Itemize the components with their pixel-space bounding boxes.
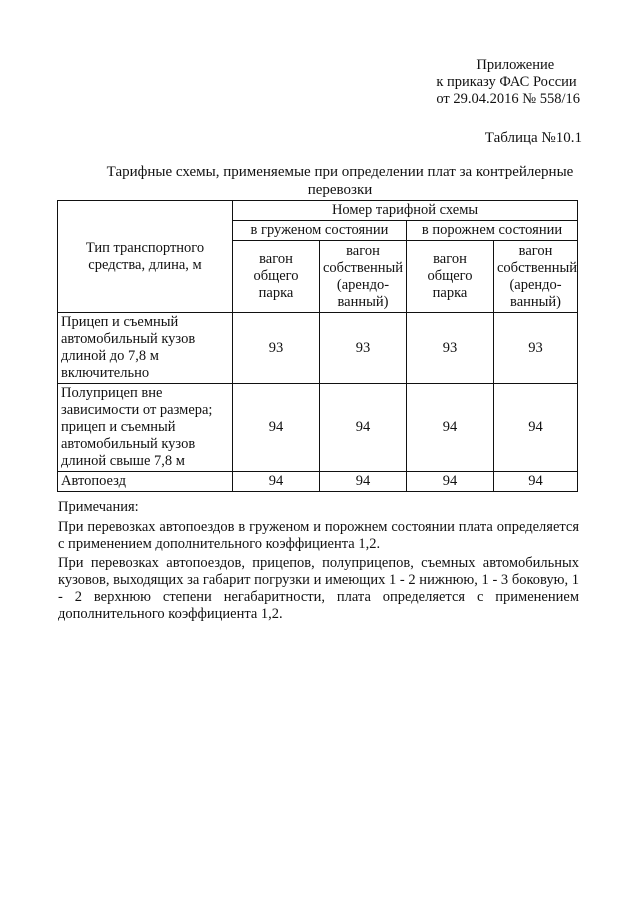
table-title: Тарифные схемы, применяемые при определении плат за контрейлерные перевозки xyxy=(106,164,574,198)
row-label: Полуприцеп вне зависимости от размера; прицеп и съемный автомобильный кузов длиной свыше 7,8 м xyxy=(58,384,233,472)
cell-value: 93 xyxy=(494,313,578,384)
cell-value: 93 xyxy=(320,313,407,384)
header-date: от 29.04.2016 № 558/16 xyxy=(436,91,580,107)
cell-value: 93 xyxy=(233,313,320,384)
table-row xyxy=(58,313,578,384)
cell-value: 94 xyxy=(320,472,407,492)
header-common-wagon: вагон общего парка xyxy=(233,241,320,313)
note-paragraph: При перевозках автопоездов, прицепов, полуприцепов, съемных автомобильных кузовов, выходящих за габарит погрузки и имеющих 1 - 2 нижнюю, 1 - 3 боковую, 1 - 2 верхнюю степени негабаритности, плата определяется с применением дополнительного коэффициента 1,2. xyxy=(58,555,579,622)
header-order: к приказу ФАС России xyxy=(436,74,577,90)
cell-value: 94 xyxy=(407,384,494,472)
header-tariff-scheme: Номер тарифной схемы xyxy=(233,201,578,221)
header-loaded: в груженом состоянии xyxy=(233,221,407,241)
cell-value: 93 xyxy=(407,313,494,384)
document-header xyxy=(436,57,580,108)
cell-value: 94 xyxy=(494,384,578,472)
note-paragraph: При перевозках автопоездов в груженом и порожнем состоянии плата определяется с применением дополнительного коэффициента 1,2. xyxy=(58,519,579,552)
header-common-wagon: вагон общего парка xyxy=(407,241,494,313)
header-empty: в порожнем состоянии xyxy=(407,221,578,241)
header-vehicle-type: Тип транспортного средства, длина, м xyxy=(58,201,233,313)
row-label: Прицеп и съемный автомобильный кузов длиной до 7,8 м включительно xyxy=(58,313,233,384)
row-label: Автопоезд xyxy=(58,472,233,492)
cell-value: 94 xyxy=(233,472,320,492)
table-header-row xyxy=(58,201,578,221)
table-number: Таблица №10.1 xyxy=(484,130,582,146)
notes-section xyxy=(58,499,579,623)
table-row xyxy=(58,472,578,492)
cell-value: 94 xyxy=(494,472,578,492)
tariff-table xyxy=(57,200,578,492)
header-own-wagon: вагон собственный (арендо-ванный) xyxy=(494,241,578,313)
notes-heading: Примечания: xyxy=(58,499,139,515)
header-own-wagon: вагон собственный (арендо-ванный) xyxy=(320,241,407,313)
table-row xyxy=(58,384,578,472)
cell-value: 94 xyxy=(407,472,494,492)
cell-value: 94 xyxy=(233,384,320,472)
header-appendix: Приложение xyxy=(476,57,555,73)
cell-value: 94 xyxy=(320,384,407,472)
